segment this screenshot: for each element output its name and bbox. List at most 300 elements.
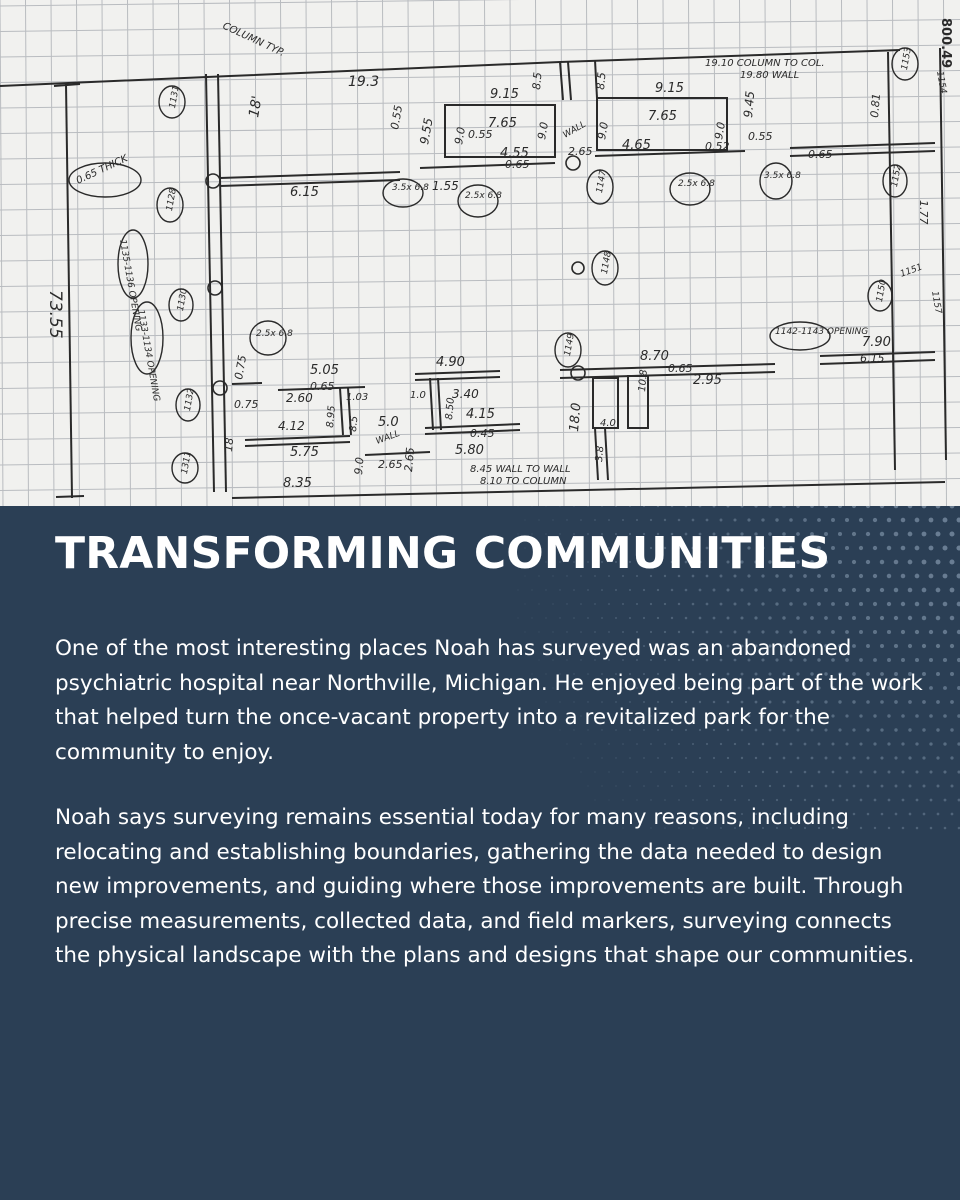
dim-0-52: 0.52 bbox=[705, 140, 730, 153]
halftone-dot bbox=[887, 518, 891, 522]
halftone-dot bbox=[733, 518, 736, 521]
dim-5-75: 5.75 bbox=[290, 445, 319, 460]
halftone-dot bbox=[740, 588, 743, 591]
paragraph-hospital: One of the most interesting places Noah has surveyed was an abandoned psychiatric hospital near Northville, Michigan. He enjoyed being part of the work that helped turn the once-vacant property into a revitalized park for the community to enjoy. bbox=[55, 636, 923, 765]
halftone-dot bbox=[664, 519, 666, 521]
halftone-dot bbox=[796, 616, 800, 620]
halftone-dot bbox=[615, 785, 616, 786]
halftone-dot bbox=[747, 602, 750, 605]
halftone-dot bbox=[573, 617, 575, 619]
halftone-dot bbox=[615, 617, 617, 619]
halftone-dot bbox=[949, 559, 954, 564]
halftone-dot bbox=[657, 785, 659, 787]
halftone-dot bbox=[524, 603, 525, 604]
halftone-dot bbox=[775, 602, 778, 605]
dim-1-0: 1.0 bbox=[410, 390, 426, 401]
halftone-dot bbox=[622, 519, 624, 521]
halftone-dot bbox=[950, 588, 955, 593]
halftone-dot bbox=[789, 518, 793, 522]
halftone-dot bbox=[650, 771, 652, 773]
dim-0-55-c: 0.55 bbox=[748, 130, 773, 143]
halftone-dot bbox=[845, 518, 849, 522]
halftone-dot bbox=[755, 785, 757, 787]
halftone-dot bbox=[531, 617, 532, 618]
halftone-dot bbox=[866, 616, 870, 620]
halftone-dot bbox=[825, 785, 828, 788]
halftone-dot bbox=[748, 771, 750, 773]
halftone-dot bbox=[768, 588, 771, 591]
halftone-dot bbox=[929, 602, 934, 607]
halftone-dot bbox=[517, 506, 518, 507]
halftone-dot bbox=[956, 545, 960, 550]
dim-0-75-b: 0.75 bbox=[234, 398, 259, 411]
halftone-dot bbox=[880, 506, 884, 508]
halftone-dot bbox=[726, 506, 729, 508]
room-1132: 1132 bbox=[183, 387, 197, 412]
halftone-dot bbox=[783, 785, 785, 787]
halftone-dot bbox=[852, 616, 856, 620]
halftone-dot bbox=[762, 771, 764, 773]
halftone-dot bbox=[643, 785, 645, 787]
halftone-dot bbox=[888, 771, 891, 774]
halftone-dot bbox=[797, 785, 800, 788]
halftone-dot bbox=[517, 589, 518, 590]
halftone-dot bbox=[706, 603, 709, 606]
halftone-dot bbox=[859, 602, 863, 606]
halftone-dot bbox=[852, 588, 856, 592]
halftone-dot bbox=[629, 785, 630, 786]
floor-plan-drawing bbox=[0, 0, 960, 506]
halftone-dot bbox=[699, 785, 701, 787]
halftone-dot bbox=[845, 574, 849, 578]
halftone-dot bbox=[741, 785, 743, 787]
halftone-dot bbox=[915, 770, 918, 773]
halftone-dot bbox=[587, 617, 589, 619]
note-wall-to-wall: 8.45 WALL TO WALL bbox=[470, 464, 571, 475]
halftone-dot bbox=[782, 506, 786, 508]
halftone-dot bbox=[937, 813, 940, 816]
halftone-dot bbox=[608, 603, 610, 605]
halftone-dot bbox=[895, 785, 898, 788]
halftone-dot bbox=[727, 785, 729, 787]
halftone-dot bbox=[838, 560, 842, 564]
halftone-dot bbox=[908, 506, 913, 508]
halftone-dot bbox=[629, 506, 631, 507]
halftone-dot bbox=[740, 506, 743, 508]
halftone-dot bbox=[775, 518, 778, 521]
halftone-dot bbox=[685, 589, 688, 592]
halftone-dot bbox=[838, 588, 842, 592]
halftone-dot bbox=[943, 658, 947, 662]
halftone-dot bbox=[831, 574, 835, 578]
halftone-dot bbox=[915, 546, 920, 551]
halftone-dot bbox=[650, 519, 652, 521]
dim-3-5x-b: 3.5x 6.8 bbox=[764, 171, 801, 181]
halftone-dot bbox=[580, 603, 582, 605]
halftone-dot bbox=[929, 770, 932, 773]
halftone-dot bbox=[692, 771, 694, 773]
dim-2-65-a: 2.65 bbox=[568, 145, 593, 158]
halftone-dot bbox=[922, 588, 927, 593]
halftone-dot bbox=[922, 532, 927, 537]
halftone-dot bbox=[727, 589, 730, 592]
halftone-dot bbox=[804, 771, 807, 774]
halftone-dot bbox=[650, 603, 652, 605]
halftone-dot bbox=[832, 771, 835, 774]
halftone-dot bbox=[622, 603, 624, 605]
halftone-dot bbox=[629, 589, 631, 591]
halftone-dot bbox=[692, 603, 695, 606]
dim-0-55-a: 0.55 bbox=[388, 104, 406, 131]
halftone-dot bbox=[943, 546, 948, 551]
halftone-dot bbox=[894, 532, 899, 537]
note-to-column: 8.10 TO COLUMN bbox=[480, 476, 567, 487]
halftone-dot bbox=[782, 616, 785, 619]
halftone-dot bbox=[615, 506, 617, 507]
halftone-dot bbox=[936, 506, 941, 508]
halftone-dot bbox=[936, 756, 939, 759]
dim-19-3: 19.3 bbox=[348, 74, 380, 90]
halftone-dot bbox=[881, 785, 884, 788]
halftone-dot bbox=[873, 602, 877, 606]
dim-4-0: 4.0 bbox=[600, 418, 616, 429]
halftone-dot bbox=[908, 588, 913, 593]
halftone-dot bbox=[706, 519, 709, 522]
halftone-dot bbox=[831, 546, 835, 550]
dim-1-77: 1.77 bbox=[917, 200, 930, 225]
halftone-dot bbox=[915, 518, 920, 523]
halftone-dot bbox=[817, 518, 821, 522]
halftone-dot bbox=[909, 785, 912, 788]
halftone-dot bbox=[573, 589, 575, 591]
halftone-dot bbox=[873, 546, 877, 550]
halftone-dot bbox=[559, 589, 560, 590]
halftone-dot bbox=[531, 589, 532, 590]
halftone-dot bbox=[894, 506, 899, 508]
halftone-dot bbox=[713, 589, 716, 592]
halftone-dot bbox=[922, 506, 927, 508]
halftone-dot bbox=[594, 519, 596, 521]
halftone-dot bbox=[845, 602, 849, 606]
halftone-dot bbox=[831, 602, 835, 606]
halftone-dot bbox=[810, 616, 814, 620]
halftone-dot bbox=[643, 506, 645, 507]
halftone-dot bbox=[601, 617, 603, 619]
halftone-dot bbox=[594, 603, 596, 605]
halftone-dot bbox=[846, 771, 849, 774]
halftone-dot bbox=[754, 588, 757, 591]
dim-18-top: 18' bbox=[246, 94, 266, 119]
halftone-dot bbox=[601, 589, 603, 591]
halftone-dot bbox=[930, 799, 933, 802]
halftone-dot bbox=[950, 672, 954, 676]
halftone-dot bbox=[664, 771, 666, 773]
halftone-dot bbox=[824, 616, 828, 620]
halftone-dot bbox=[950, 506, 955, 508]
dim-4-65: 4.65 bbox=[622, 138, 651, 153]
halftone-dot bbox=[671, 785, 673, 787]
halftone-dot bbox=[936, 616, 941, 621]
halftone-dot bbox=[685, 506, 688, 507]
halftone-dot bbox=[734, 771, 736, 773]
halftone-dot bbox=[552, 603, 553, 604]
halftone-dot bbox=[937, 785, 940, 788]
halftone-dot bbox=[950, 644, 954, 648]
halftone-dot bbox=[685, 785, 687, 787]
halftone-dot bbox=[559, 506, 560, 507]
halftone-dot bbox=[936, 644, 940, 648]
halftone-dot bbox=[580, 519, 582, 521]
halftone-dot bbox=[838, 532, 842, 536]
halftone-dot bbox=[944, 827, 947, 830]
dim-2-95: 2.95 bbox=[693, 373, 722, 388]
halftone-dot bbox=[761, 518, 764, 521]
room-1128: 1128 bbox=[165, 187, 179, 212]
halftone-dot bbox=[936, 700, 940, 704]
dim-2-5x-c: 2.5x 6.8 bbox=[256, 329, 293, 339]
halftone-dot bbox=[860, 771, 863, 774]
halftone-dot bbox=[824, 506, 828, 508]
dim-9-0-e: 9.0 bbox=[352, 456, 367, 476]
halftone-dot bbox=[545, 617, 546, 618]
dim-4-90: 4.90 bbox=[436, 355, 465, 370]
halftone-dot bbox=[943, 602, 948, 607]
halftone-dot bbox=[951, 785, 954, 788]
halftone-dot bbox=[873, 518, 877, 522]
dim-8-35: 8.35 bbox=[283, 476, 312, 491]
halftone-dot bbox=[838, 616, 842, 620]
dim-3-8: 3.8 bbox=[594, 445, 607, 463]
halftone-dot bbox=[901, 602, 905, 606]
dim-8-95: 8.95 bbox=[325, 405, 338, 429]
note-opening-2: 1135-1136 OPENING bbox=[117, 238, 144, 333]
dim-2-65-b: 2.65 bbox=[378, 458, 403, 471]
dim-10-8: 10.8 bbox=[637, 369, 650, 393]
halftone-dot bbox=[950, 616, 955, 621]
halftone-dot bbox=[685, 617, 688, 620]
halftone-dot bbox=[922, 560, 927, 565]
halftone-dot bbox=[790, 771, 793, 774]
halftone-dot bbox=[608, 519, 610, 521]
halftone-dot bbox=[852, 532, 856, 536]
halftone-dot bbox=[573, 506, 575, 507]
room-1311: 1311 bbox=[180, 450, 194, 475]
dim-7-90: 7.90 bbox=[862, 335, 891, 350]
halftone-dot bbox=[853, 785, 856, 788]
halftone-dot bbox=[552, 519, 553, 520]
note-wall-2: WALL bbox=[374, 428, 402, 447]
dim-18-b: 18 bbox=[222, 437, 237, 453]
room-1148: 1148 bbox=[600, 250, 614, 275]
halftone-dot bbox=[601, 785, 602, 786]
halftone-dot bbox=[810, 588, 814, 592]
room-1154: 1154 bbox=[934, 70, 948, 95]
dim-9-55: 9.55 bbox=[417, 116, 436, 146]
dim-7-65-a: 7.65 bbox=[488, 116, 517, 131]
halftone-dot bbox=[559, 617, 560, 618]
halftone-dot bbox=[880, 588, 884, 592]
halftone-dot bbox=[894, 560, 899, 565]
note-wall-1: WALL bbox=[561, 119, 588, 141]
halftone-dot bbox=[706, 771, 708, 773]
dim-8-5-b: 8.5 bbox=[594, 71, 609, 91]
dim-7-65-b: 7.65 bbox=[648, 109, 677, 124]
halftone-dot bbox=[887, 546, 891, 550]
halftone-dot bbox=[636, 603, 638, 605]
halftone-dot bbox=[531, 506, 532, 507]
dim-9-0-c: 9.0 bbox=[595, 121, 611, 141]
halftone-dot bbox=[720, 519, 723, 522]
dim-4-12: 4.12 bbox=[278, 419, 305, 433]
halftone-dot bbox=[922, 616, 926, 620]
halftone-dot bbox=[754, 616, 757, 619]
halftone-dot bbox=[678, 771, 680, 773]
dim-73-55: 73.55 bbox=[45, 290, 65, 339]
halftone-dot bbox=[866, 506, 870, 508]
halftone-dot bbox=[936, 728, 939, 731]
halftone-dot bbox=[657, 617, 659, 619]
halftone-dot bbox=[796, 506, 800, 508]
dim-9-15-b: 9.15 bbox=[655, 81, 684, 96]
halftone-dot bbox=[747, 518, 750, 521]
halftone-dot bbox=[867, 785, 870, 788]
room-1150: 1150 bbox=[875, 278, 889, 303]
dim-0-45: 0.45 bbox=[470, 427, 495, 440]
dim-9-0-a: 9.0 bbox=[452, 126, 468, 146]
halftone-dot bbox=[839, 785, 842, 788]
halftone-dot bbox=[678, 519, 681, 522]
halftone-dot bbox=[957, 518, 960, 523]
halftone-dot bbox=[936, 672, 940, 676]
halftone-dot bbox=[957, 574, 960, 579]
halftone-dot bbox=[943, 630, 947, 634]
halftone-dot bbox=[874, 771, 877, 774]
dim-6-15-b: 6.15 bbox=[860, 352, 885, 365]
halftone-dot bbox=[636, 771, 637, 772]
halftone-dot bbox=[894, 616, 898, 620]
halftone-dot bbox=[657, 589, 659, 591]
halftone-dot bbox=[769, 785, 771, 787]
halftone-dot bbox=[789, 602, 792, 605]
halftone-dot bbox=[810, 506, 814, 508]
halftone-dot bbox=[768, 506, 771, 508]
halftone-dot bbox=[949, 531, 954, 536]
halftone-dot bbox=[699, 589, 702, 592]
halftone-dot bbox=[692, 519, 695, 522]
room-1152: 1152 bbox=[890, 163, 904, 188]
room-1153: 1153 bbox=[900, 46, 914, 71]
halftone-dot bbox=[859, 518, 863, 522]
halftone-dot bbox=[852, 506, 856, 508]
halftone-dot bbox=[524, 519, 525, 520]
halftone-dot bbox=[950, 728, 953, 731]
halftone-dot bbox=[727, 617, 730, 620]
halftone-dot bbox=[678, 603, 680, 605]
halftone-dot bbox=[943, 518, 948, 523]
article-panel bbox=[0, 506, 960, 1200]
halftone-dot bbox=[818, 771, 821, 774]
halftone-dot bbox=[923, 785, 926, 788]
note-wall: 19.80 WALL bbox=[740, 70, 800, 81]
note-column-to-col: 19.10 COLUMN TO COL. bbox=[705, 58, 825, 69]
dim-1-55: 1.55 bbox=[432, 179, 459, 193]
halftone-dot bbox=[657, 506, 659, 507]
halftone-dot bbox=[944, 799, 947, 802]
halftone-dot bbox=[740, 616, 743, 619]
halftone-dot bbox=[664, 603, 666, 605]
halftone-dot bbox=[608, 771, 609, 772]
halftone-dot bbox=[880, 532, 884, 536]
halftone-dot bbox=[629, 617, 631, 619]
halftone-dot bbox=[734, 603, 737, 606]
halftone-dot bbox=[951, 813, 954, 816]
halftone-dot bbox=[699, 506, 702, 507]
halftone-dot bbox=[538, 603, 539, 604]
halftone-dot bbox=[943, 686, 947, 690]
halftone-dot bbox=[859, 574, 863, 578]
halftone-dot bbox=[587, 785, 588, 786]
dim-4-15: 4.15 bbox=[466, 407, 495, 422]
halftone-dot bbox=[887, 574, 891, 578]
note-opening-1: 1142-1143 OPENING bbox=[775, 327, 869, 337]
dim-9-45: 9.45 bbox=[741, 90, 758, 119]
halftone-dot bbox=[671, 506, 674, 507]
note-thick: 0.65 THICK bbox=[74, 153, 130, 187]
halftone-dot bbox=[636, 519, 638, 521]
halftone-dot bbox=[866, 588, 870, 592]
halftone-dot bbox=[776, 771, 778, 773]
dim-2-5x: 2.5x 6.8 bbox=[465, 191, 502, 201]
halftone-dot bbox=[643, 617, 645, 619]
halftone-dot bbox=[803, 602, 807, 606]
halftone-dot bbox=[566, 519, 567, 520]
halftone-dot bbox=[901, 546, 906, 551]
halftone-dot bbox=[901, 574, 906, 579]
halftone-dot bbox=[859, 546, 863, 550]
halftone-dot bbox=[929, 574, 934, 579]
room-1147: 1147 bbox=[595, 169, 609, 194]
dim-1-03: 1.03 bbox=[346, 392, 369, 403]
halftone-dot bbox=[643, 589, 645, 591]
halftone-dot bbox=[601, 506, 603, 507]
room-1149: 1149 bbox=[563, 332, 577, 357]
halftone-dot bbox=[943, 574, 948, 579]
halftone-dot bbox=[671, 617, 673, 619]
halftone-dot bbox=[782, 588, 786, 592]
halftone-dot bbox=[950, 700, 954, 704]
dim-8-70: 8.70 bbox=[640, 349, 669, 364]
halftone-dot bbox=[594, 771, 595, 772]
dim-5-80: 5.80 bbox=[455, 443, 484, 458]
halftone-dot bbox=[908, 616, 912, 620]
dim-4-55: 4.55 bbox=[500, 146, 529, 161]
halftone-dot bbox=[901, 770, 904, 773]
halftone-dot bbox=[720, 603, 723, 606]
dim-0-65-c: 0.65 bbox=[310, 380, 335, 393]
room-1151: 1151 bbox=[898, 262, 924, 280]
halftone-dot bbox=[587, 506, 589, 507]
halftone-dot bbox=[580, 771, 581, 772]
halftone-dot bbox=[761, 602, 764, 605]
halftone-dot bbox=[720, 771, 722, 773]
halftone-dot bbox=[866, 532, 870, 536]
halftone-dot bbox=[587, 589, 589, 591]
dim-9-15-a: 9.15 bbox=[490, 87, 519, 102]
halftone-dot bbox=[930, 827, 933, 830]
halftone-dot bbox=[768, 616, 771, 619]
halftone-dot bbox=[622, 771, 623, 772]
halftone-dot bbox=[929, 518, 934, 523]
